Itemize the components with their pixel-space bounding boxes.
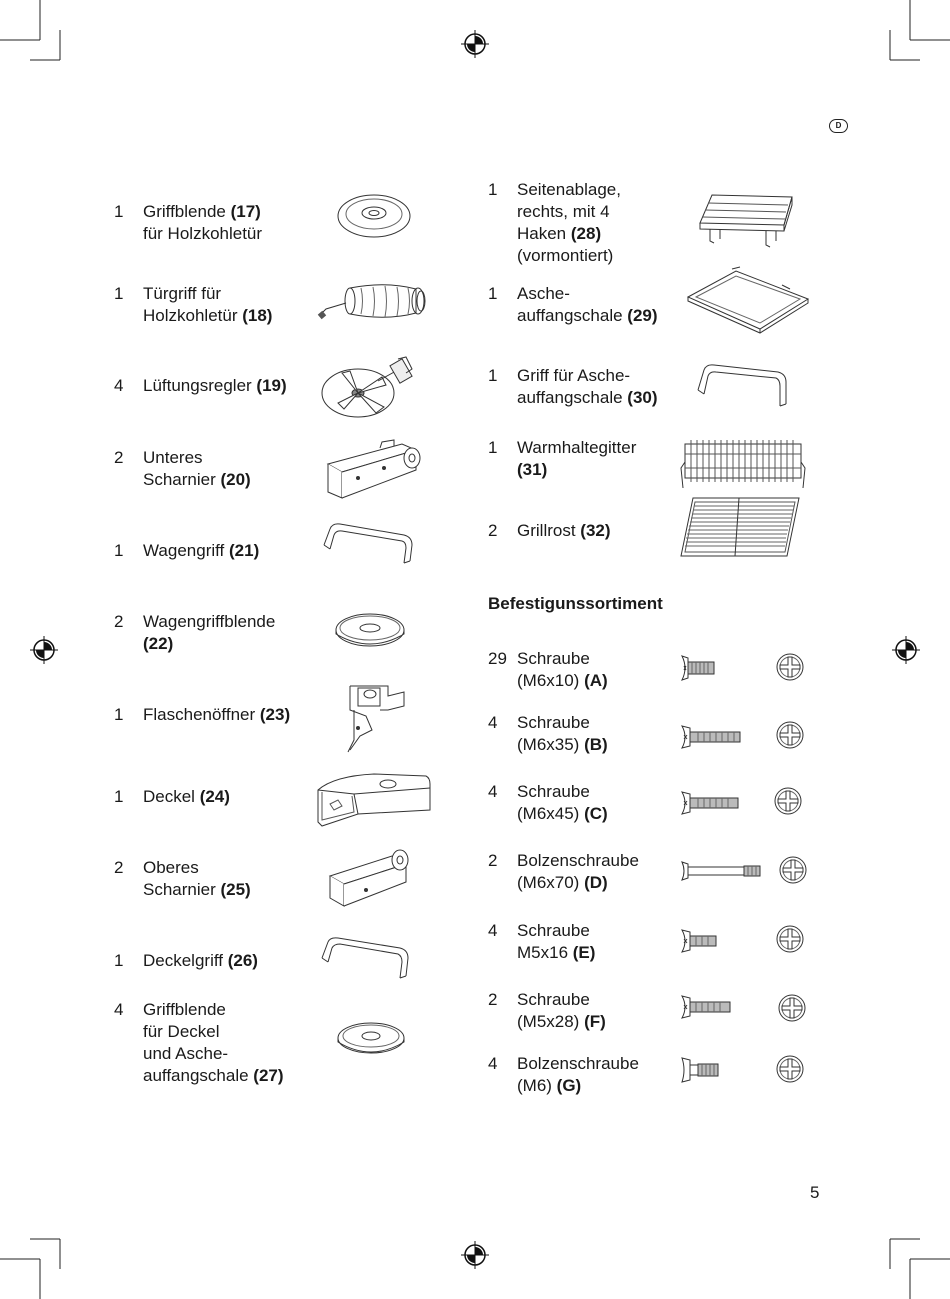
part-label: Deckel (24) [143,787,230,806]
grill-grate-icon [679,496,801,558]
hardware-label: Schraube M5x16 (E) [517,921,596,962]
screw-f-side-icon [678,994,734,1020]
door-handle-cover-icon [336,193,412,239]
part-qty: 2 [488,521,498,540]
part-label: Warmhaltegitter (31) [517,438,637,479]
part-qty: 1 [114,951,124,970]
bottle-opener-icon [336,680,408,754]
lid-handle-icon [318,934,414,980]
hardware-label: Bolzenschraube (M6) (G) [517,1054,639,1095]
part-label: Griff für Asche- auffangschale (30) [517,366,658,407]
hardware-label: Schraube (M5x28) (F) [517,990,606,1031]
hardware-qty: 2 [488,990,498,1009]
screw-head-icon [775,652,805,682]
part-label: Lüftungsregler (19) [143,376,287,395]
hardware-qty: 4 [488,713,498,732]
part-label: Griffblende (17) für Holzkohletür [143,202,263,243]
hardware-label: Schraube (M6x10) (A) [517,649,608,690]
screw-head-icon [775,720,805,750]
hardware-qty: 4 [488,921,498,940]
part-qty: 1 [488,366,498,385]
hardware-label: Schraube (M6x35) (B) [517,713,608,754]
part-qty: 2 [114,858,124,877]
part-label: Deckelgriff (26) [143,951,258,970]
bolt-head-icon [778,855,808,885]
page-number: 5 [810,1183,820,1202]
bolt-g-side-icon [678,1056,722,1084]
registration-mark-right [892,636,920,664]
hardware-qty: 2 [488,851,498,870]
screw-b-side-icon [678,724,744,750]
warming-rack-icon [679,438,807,492]
registration-mark-left [30,636,58,664]
screw-c-side-icon [678,790,742,816]
part-label: Seitenablage, rechts, mit 4 Haken (28) (vormontiert) [517,180,621,265]
part-label: Unteres Scharnier (20) [143,448,251,489]
part-label: Griffblende für Deckel und Asche- auffangschale (27) [143,1000,284,1085]
vent-regulator-icon [320,355,416,419]
hardware-qty: 4 [488,1054,498,1073]
language-badge: D [829,119,848,133]
part-qty: 1 [114,787,124,806]
part-qty: 1 [488,438,498,457]
part-qty: 1 [114,202,124,221]
part-qty: 2 [114,612,124,631]
door-handle-icon [316,283,430,323]
part-qty: 4 [114,376,124,395]
ash-tray-icon [686,267,812,335]
upper-hinge-icon [326,846,412,910]
part-qty: 1 [114,284,124,303]
ash-tray-handle-icon [694,360,794,410]
cart-handle-cover-icon [334,610,406,648]
bolt-d-side-icon [678,858,764,884]
part-label: Türgriff für Holzkohletür (18) [143,284,273,325]
part-qty: 1 [488,284,498,303]
hardware-section-title: Befestigunssortiment [488,594,663,613]
handle-cover-icon [336,1020,406,1060]
screw-head-icon [773,786,803,816]
part-label: Wagengriffblende (22) [143,612,276,653]
hardware-label: Bolzenschraube (M6x70) (D) [517,851,639,892]
screw-head-icon [777,993,807,1023]
part-label: Wagengriff (21) [143,541,260,560]
lid-icon [314,770,432,828]
side-shelf-icon [696,191,796,253]
hardware-label: Schraube (M6x45) (C) [517,782,608,823]
screw-a-side-icon [678,654,718,682]
registration-mark-bottom [461,1241,489,1269]
lower-hinge-icon [324,436,424,502]
cart-handle-icon [320,521,418,565]
part-qty: 1 [488,180,498,199]
hardware-qty: 4 [488,782,498,801]
part-label: Flaschenöffner (23) [143,705,291,724]
hardware-qty: 29 [488,649,507,668]
registration-mark-top [461,30,489,58]
bolt-head-icon [775,1054,805,1084]
part-qty: 1 [114,541,124,560]
screw-head-icon [775,924,805,954]
part-label: Asche- auffangschale (29) [517,284,658,325]
part-qty: 1 [114,705,124,724]
screw-e-side-icon [678,928,720,954]
part-label: Grillrost (32) [517,521,611,540]
part-qty: 4 [114,1000,124,1019]
part-label: Oberes Scharnier (25) [143,858,251,899]
part-qty: 2 [114,448,124,467]
